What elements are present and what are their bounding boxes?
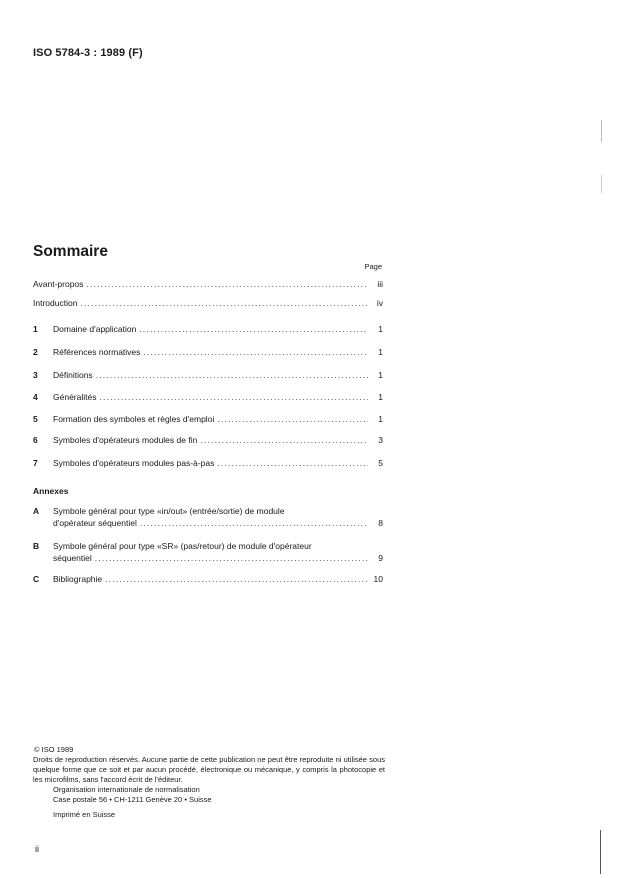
annex-letter: B bbox=[33, 541, 40, 551]
toc-entry-page: 1 bbox=[378, 370, 383, 380]
annex-letter: C bbox=[33, 574, 40, 584]
annex-page: 9 bbox=[378, 553, 383, 563]
toc-entry-number: 3 bbox=[33, 370, 38, 380]
annex-letter: A bbox=[33, 506, 40, 516]
dot-leader bbox=[139, 323, 368, 335]
toc-entry-label: Formation des symboles et règles d'emploi bbox=[53, 414, 215, 424]
toc-entry-page: 3 bbox=[378, 435, 383, 445]
scan-edge-mark bbox=[601, 175, 602, 193]
toc-entry-label: Avant-propos bbox=[33, 279, 84, 289]
toc-entry[interactable] bbox=[33, 297, 383, 309]
toc-entry[interactable] bbox=[33, 457, 383, 469]
toc-entry-page: 1 bbox=[378, 324, 383, 334]
document-id: ISO 5784-3 : 1989 (F) bbox=[33, 47, 143, 59]
annex-page: 8 bbox=[378, 518, 383, 528]
dot-leader bbox=[200, 434, 368, 446]
toc-entry-page: iii bbox=[377, 279, 383, 289]
dot-leader bbox=[86, 278, 368, 290]
toc-entry-label: Symboles d'opérateurs modules de fin bbox=[53, 435, 198, 445]
printed-in: Imprimé en Suisse bbox=[53, 810, 116, 819]
page-column-label: Page bbox=[364, 262, 382, 271]
toc-entry[interactable] bbox=[33, 369, 383, 381]
annex-entry[interactable] bbox=[33, 573, 383, 585]
toc-entry-number: 1 bbox=[33, 324, 38, 334]
copyright-line: © ISO 1989 bbox=[34, 745, 74, 754]
dot-leader bbox=[217, 457, 368, 469]
toc-entry-label: Introduction bbox=[33, 298, 78, 308]
toc-entry-number: 7 bbox=[33, 458, 38, 468]
toc-entry-page: 1 bbox=[378, 347, 383, 357]
toc-entry-number: 2 bbox=[33, 347, 38, 357]
annex-entry[interactable] bbox=[53, 552, 383, 564]
dot-leader bbox=[105, 573, 368, 585]
dot-leader bbox=[143, 346, 368, 358]
annex-title: Bibliographie bbox=[53, 574, 103, 584]
dot-leader bbox=[217, 413, 368, 425]
toc-entry-label: Définitions bbox=[53, 370, 93, 380]
toc-entry[interactable] bbox=[33, 323, 383, 335]
dot-leader bbox=[96, 369, 368, 381]
annex-title-line1: Symbole général pour type «SR» (pas/retour) de module d'opérateur bbox=[53, 541, 312, 551]
toc-entry-number: 5 bbox=[33, 414, 38, 424]
toc-entry[interactable] bbox=[33, 413, 383, 425]
annex-title-line2: d'opérateur séquentiel bbox=[53, 518, 137, 528]
scan-edge-mark bbox=[600, 830, 601, 874]
toc-entry[interactable] bbox=[33, 346, 383, 358]
toc-entry-label: Références normatives bbox=[53, 347, 141, 357]
dot-leader bbox=[80, 297, 368, 309]
toc-entry-number: 6 bbox=[33, 435, 38, 445]
toc-entry-page: 5 bbox=[378, 458, 383, 468]
toc-entry-page: iv bbox=[376, 298, 383, 308]
dot-leader bbox=[140, 517, 368, 529]
scan-edge-mark bbox=[601, 120, 602, 142]
toc-entry-page: 1 bbox=[378, 414, 383, 424]
dot-leader bbox=[99, 391, 368, 403]
toc-entry[interactable] bbox=[33, 391, 383, 403]
organization-address: Case postale 56 • CH-1211 Genève 20 • Suisse bbox=[53, 795, 212, 804]
copyright-notice bbox=[33, 745, 385, 820]
toc-entry[interactable] bbox=[33, 434, 383, 446]
toc-entry-page: 1 bbox=[378, 392, 383, 402]
annex-entry-line1 bbox=[33, 540, 383, 552]
page-title: Sommaire bbox=[33, 243, 108, 260]
toc-entry-label: Généralités bbox=[53, 392, 97, 402]
organization-name: Organisation internationale de normalisation bbox=[53, 785, 200, 794]
annex-page: 10 bbox=[373, 574, 383, 584]
page-number: ii bbox=[35, 844, 39, 854]
annex-title-line1: Symbole général pour type «in/out» (entrée/sortie) de module bbox=[53, 506, 285, 516]
rights-statement: Droits de reproduction réservés. Aucune partie de cette publication ne peut être reproduite ni utilisée sous quelque forme que ce soit et par aucun procédé, électronique ou mécanique, y compris la photocopie et les microfilms, sans l'accord écrit de l'éditeur. bbox=[33, 755, 385, 784]
toc-entry-number: 4 bbox=[33, 392, 38, 402]
annex-entry[interactable] bbox=[53, 517, 383, 529]
toc-entry[interactable] bbox=[33, 278, 383, 290]
dot-leader bbox=[95, 552, 368, 564]
annex-title-line2: séquentiel bbox=[53, 553, 92, 563]
toc-entry-label: Domaine d'application bbox=[53, 324, 137, 334]
annex-entry-line1 bbox=[33, 505, 383, 517]
toc-entry-label: Symboles d'opérateurs modules pas-à-pas bbox=[53, 458, 215, 468]
annexes-heading: Annexes bbox=[33, 486, 69, 496]
